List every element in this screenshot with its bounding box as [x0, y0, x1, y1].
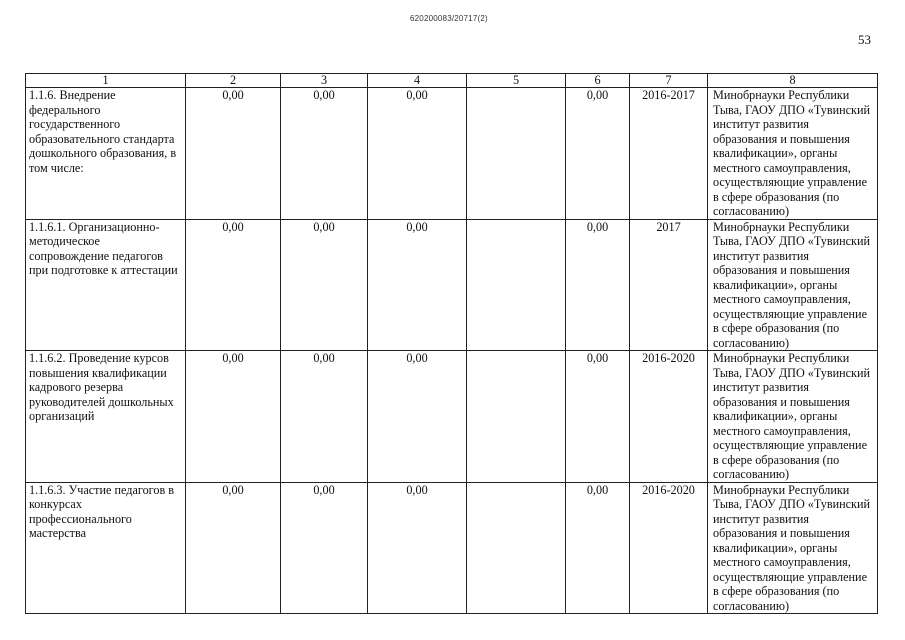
program-table: [25, 73, 878, 614]
value-cell: 0,00: [186, 88, 281, 220]
column-header: 8: [708, 74, 878, 88]
value-cell: 0,00: [566, 482, 630, 614]
value-cell: 0,00: [281, 482, 368, 614]
value-cell: 0,00: [566, 219, 630, 351]
responsible-cell: Минобрнауки Республики Тыва, ГАОУ ДПО «Тувинский институт развития образования и повышения квалификации», органы местного самоуправления, осуществляющие управление в сфере образования (по согласованию): [708, 351, 878, 483]
years-cell: 2016-2020: [630, 351, 708, 483]
table-row: [26, 219, 878, 351]
column-header: 4: [368, 74, 467, 88]
years-cell: 2016-2017: [630, 88, 708, 220]
years-cell: 2016-2020: [630, 482, 708, 614]
page-number: 53: [858, 32, 871, 47]
value-cell: [467, 482, 566, 614]
value-cell: 0,00: [281, 351, 368, 483]
column-header: 1: [26, 74, 186, 88]
column-header: 5: [467, 74, 566, 88]
table-header-row: [26, 74, 878, 88]
value-cell: 0,00: [281, 219, 368, 351]
years-cell: 2017: [630, 219, 708, 351]
value-cell: 0,00: [368, 88, 467, 220]
value-cell: 0,00: [566, 88, 630, 220]
value-cell: 0,00: [566, 351, 630, 483]
table-row: [26, 482, 878, 614]
table-row: [26, 88, 878, 220]
document-id: 620200083/20717(2): [410, 14, 488, 23]
responsible-cell: Минобрнауки Республики Тыва, ГАОУ ДПО «Тувинский институт развития образования и повышения квалификации», органы местного самоуправления, осуществляющие управление в сфере образования (по согласованию): [708, 482, 878, 614]
responsible-cell: Минобрнауки Республики Тыва, ГАОУ ДПО «Тувинский институт развития образования и повышения квалификации», органы местного самоуправления, осуществляющие управление в сфере образования (по согласованию): [708, 219, 878, 351]
responsible-cell: Минобрнауки Республики Тыва, ГАОУ ДПО «Тувинский институт развития образования и повышения квалификации», органы местного самоуправления, осуществляющие управление в сфере образования (по согласованию): [708, 88, 878, 220]
measure-name: 1.1.6. Внедрение федерального государственного образовательного стандарта дошкольного образования, в том числе:: [26, 88, 186, 220]
value-cell: 0,00: [368, 351, 467, 483]
measure-name: 1.1.6.1. Организационно-методическое сопровождение педагогов при подготовке к аттестации: [26, 219, 186, 351]
value-cell: [467, 351, 566, 483]
value-cell: 0,00: [368, 482, 467, 614]
value-cell: 0,00: [186, 482, 281, 614]
value-cell: 0,00: [186, 219, 281, 351]
value-cell: 0,00: [281, 88, 368, 220]
column-header: 3: [281, 74, 368, 88]
column-header: 7: [630, 74, 708, 88]
table-row: [26, 351, 878, 483]
measure-name: 1.1.6.2. Проведение курсов повышения квалификации кадрового резерва руководителей дошкольных организаций: [26, 351, 186, 483]
measure-name: 1.1.6.3. Участие педагогов в конкурсах профессионального мастерства: [26, 482, 186, 614]
value-cell: [467, 219, 566, 351]
value-cell: 0,00: [368, 219, 467, 351]
column-header: 6: [566, 74, 630, 88]
value-cell: [467, 88, 566, 220]
value-cell: 0,00: [186, 351, 281, 483]
column-header: 2: [186, 74, 281, 88]
